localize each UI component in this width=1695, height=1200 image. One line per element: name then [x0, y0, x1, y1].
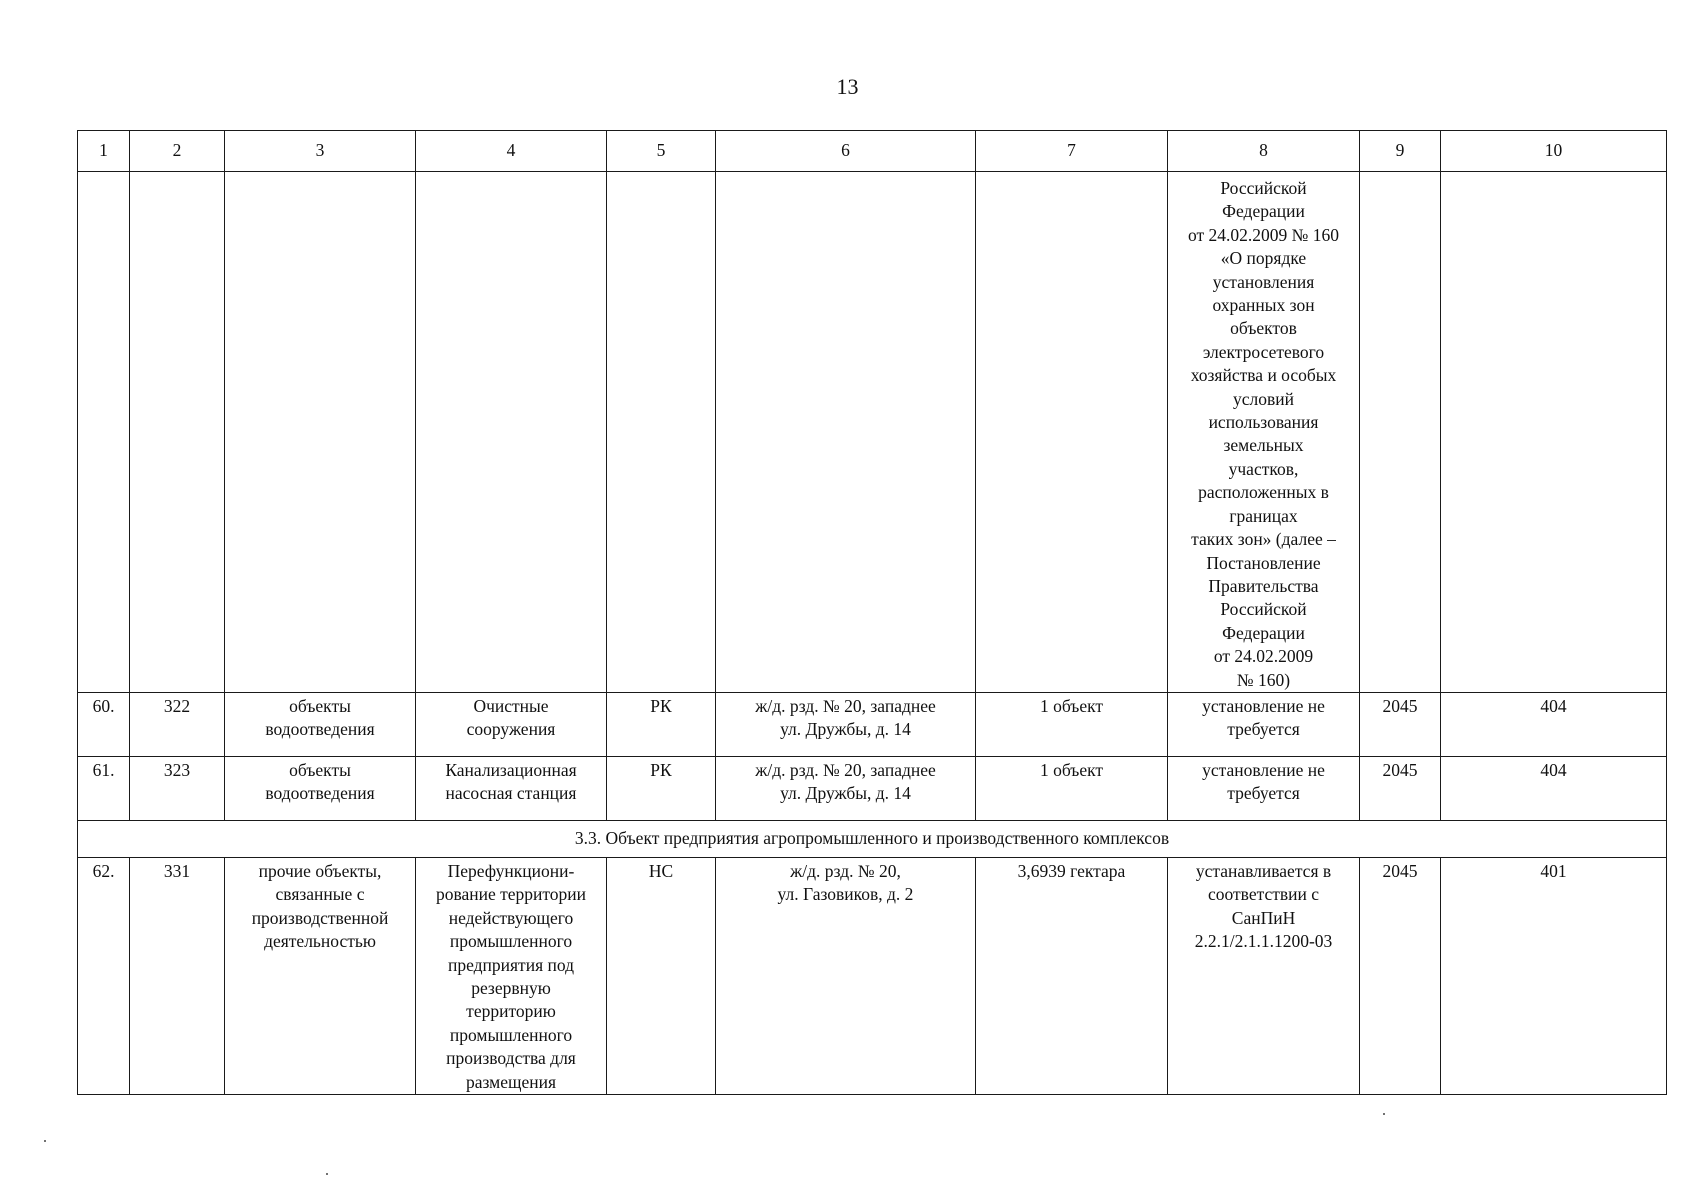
object-name-cell: Канализационная насосная станция: [416, 756, 607, 820]
row-number-cell: 60.: [78, 692, 130, 756]
row-number-cell: 61.: [78, 756, 130, 820]
location-cell: ж/д. рзд. № 20, западнее ул. Дружбы, д. 14: [716, 692, 976, 756]
empty-cell: [976, 172, 1168, 693]
status-cell: РК: [607, 692, 716, 756]
code10-cell: 404: [1441, 756, 1667, 820]
table-row: [78, 692, 1667, 756]
status-cell: РК: [607, 756, 716, 820]
empty-cell: [416, 172, 607, 693]
table-row: [78, 756, 1667, 820]
status-cell: НС: [607, 857, 716, 1094]
empty-cell: [225, 172, 416, 693]
object-name-cell: Очистные сооружения: [416, 692, 607, 756]
zone-cell: установление не требуется: [1168, 692, 1360, 756]
column-number-row: [78, 131, 1667, 172]
empty-cell: [1360, 172, 1441, 693]
table-row: [78, 857, 1667, 1094]
column-number-cell: 6: [716, 131, 976, 172]
code10-cell: 401: [1441, 857, 1667, 1094]
empty-cell: [1441, 172, 1667, 693]
empty-cell: [716, 172, 976, 693]
year-cell: 2045: [1360, 692, 1441, 756]
year-cell: 2045: [1360, 756, 1441, 820]
capacity-cell: 3,6939 гектара: [976, 857, 1168, 1094]
empty-cell: [130, 172, 225, 693]
object-type-cell: объекты водоотведения: [225, 756, 416, 820]
section-heading-row: [78, 820, 1667, 857]
column-number-cell: 9: [1360, 131, 1441, 172]
column-number-cell: 5: [607, 131, 716, 172]
row-number-cell: 62.: [78, 857, 130, 1094]
capacity-cell: 1 объект: [976, 756, 1168, 820]
empty-cell: [607, 172, 716, 693]
scan-speck: [326, 1173, 328, 1175]
code-cell: 322: [130, 692, 225, 756]
object-type-cell: прочие объекты, связанные с производственной деятельностью: [225, 857, 416, 1094]
location-cell: ж/д. рзд. № 20, западнее ул. Дружбы, д. 14: [716, 756, 976, 820]
page-number: 13: [836, 74, 859, 99]
location-cell: ж/д. рзд. № 20, ул. Газовиков, д. 2: [716, 857, 976, 1094]
column-number-cell: 3: [225, 131, 416, 172]
column-number-cell: 7: [976, 131, 1168, 172]
scan-speck: [1383, 1113, 1385, 1115]
empty-cell: [78, 172, 130, 693]
column-number-cell: 4: [416, 131, 607, 172]
objects-table: [77, 130, 1667, 1095]
code10-cell: 404: [1441, 692, 1667, 756]
year-cell: 2045: [1360, 857, 1441, 1094]
capacity-cell: 1 объект: [976, 692, 1168, 756]
code-cell: 331: [130, 857, 225, 1094]
code-cell: 323: [130, 756, 225, 820]
column-number-cell: 10: [1441, 131, 1667, 172]
column-number-cell: 2: [130, 131, 225, 172]
zone-cell: устанавливается в соответствии с СанПиН 2.2.1/2.1.1.1200-03: [1168, 857, 1360, 1094]
column-number-cell: 1: [78, 131, 130, 172]
object-type-cell: объекты водоотведения: [225, 692, 416, 756]
scan-speck: [44, 1140, 46, 1142]
column-number-cell: 8: [1168, 131, 1360, 172]
object-name-cell: Перефункциони- рование территории недействующего промышленного предприятия под резервную территорию промышленного производства для размещения: [416, 857, 607, 1094]
section-heading: 3.3. Объект предприятия агропромышленного и производственного комплексов: [78, 820, 1667, 857]
zone-continuation-cell: Российской Федерации от 24.02.2009 № 160 «О порядке установления охранных зон объектов электросетевого хозяйства и особых условий использования земельных участков, расположенных в границах таких зон» (далее – Постановление Правительства Российской Федерации от 24.02.2009 № 160): [1168, 172, 1360, 693]
continuation-row: [78, 172, 1667, 693]
zone-cell: установление не требуется: [1168, 756, 1360, 820]
